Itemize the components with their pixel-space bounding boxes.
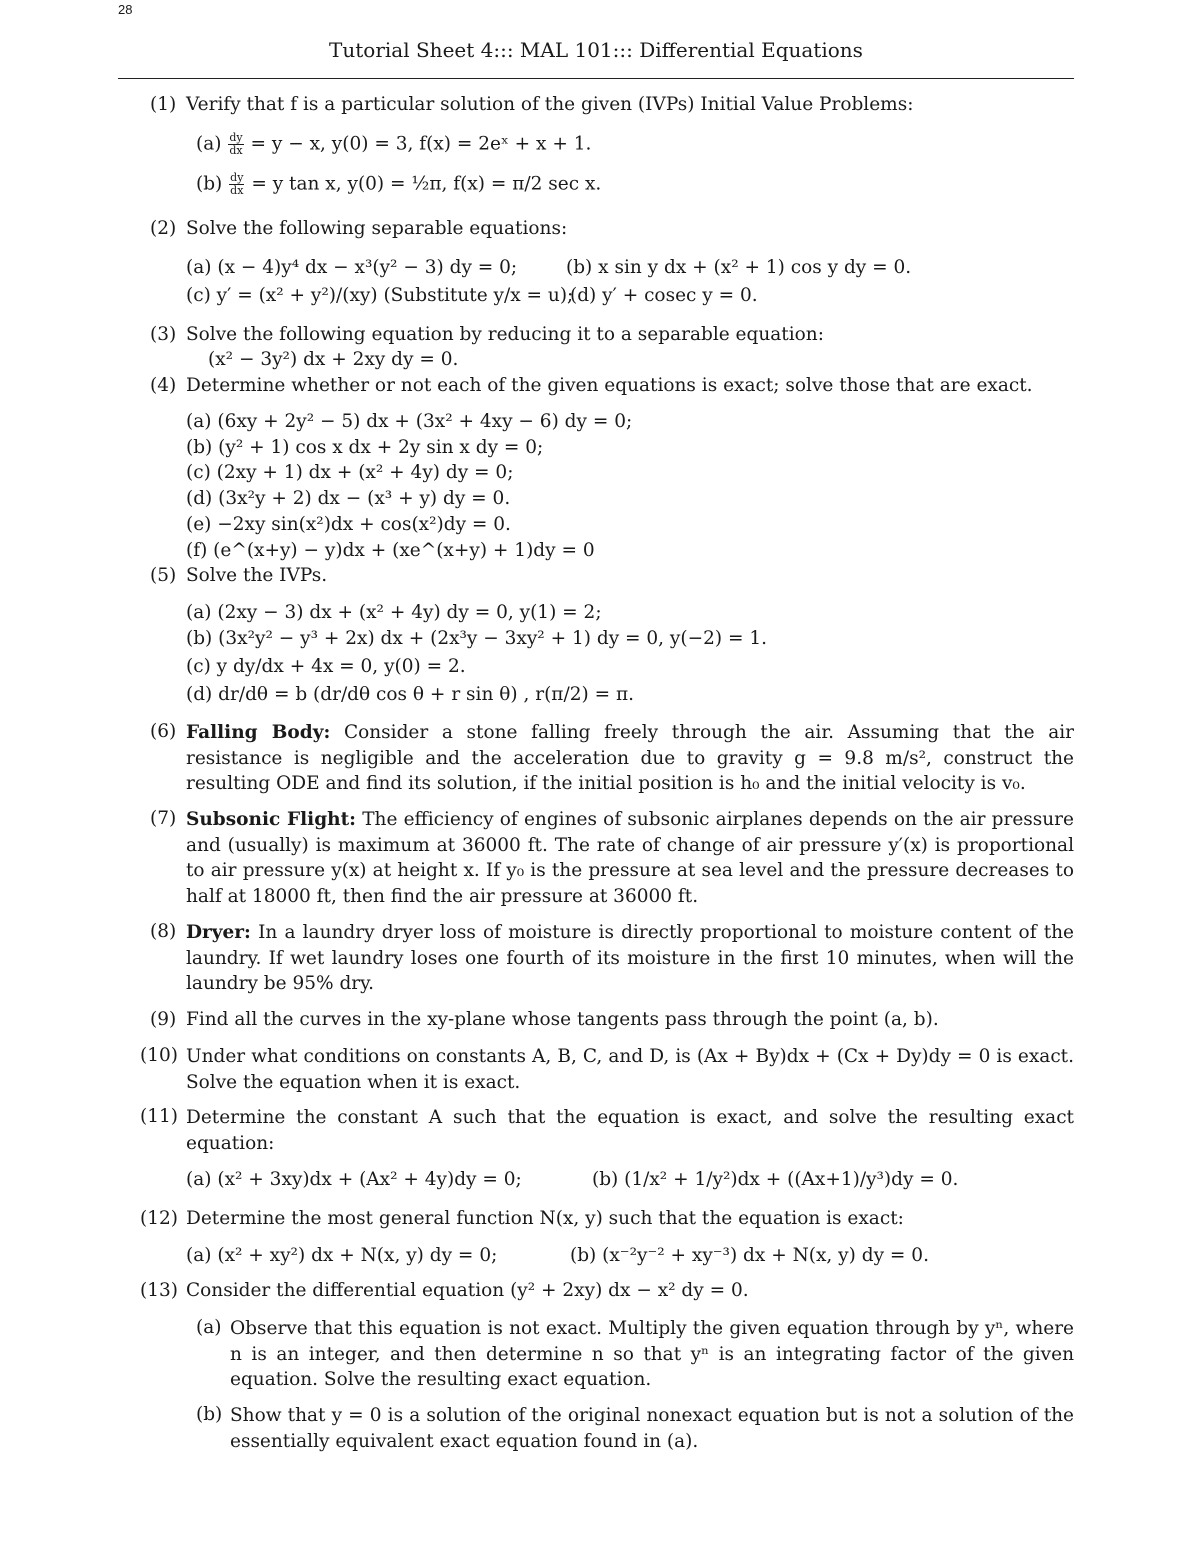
page-title: Tutorial Sheet 4::: MAL 101::: Differential Equations: [329, 38, 863, 62]
problem-text: Consider the differential equation (y² + 2xy) dx − x² dy = 0.: [186, 1280, 749, 1301]
part-label: (a): [196, 133, 222, 155]
problem-text: Find all the curves in the xy-plane whose tangents pass through the point (a, b).: [186, 1009, 939, 1030]
problem-number: (5): [150, 565, 177, 586]
problem-5-part-b: (b) (3x²y² − y³ + 2x) dx + (2x³y − 3xy² + 1) dy = 0, y(−2) = 1.: [186, 628, 768, 649]
problem-5-part-d: (d) dr/dθ = b (dr/dθ cos θ + r sin θ) , r(π/2) = π.: [186, 684, 634, 705]
problem-number: (13): [140, 1280, 178, 1301]
problem-11: [186, 1105, 1074, 1156]
problem-4-part-d: (d) (3x²y + 2) dx − (x³ + y) dy = 0.: [186, 488, 511, 509]
problem-number: (6): [150, 721, 177, 742]
problem-11-part-a: (a) (x² + 3xy)dx + (Ax² + 4y)dy = 0;: [186, 1169, 522, 1190]
problem-text: Determine the constant A such that the equation is exact, and solve the resulting exact equation:: [186, 1107, 1074, 1154]
page-number: 28: [118, 2, 133, 17]
problem-lead: Dryer:: [186, 922, 251, 943]
problem-13-part-b-label: (b): [196, 1404, 223, 1425]
derivative-fraction: $\frac{dy}{dx}$: [230, 171, 244, 197]
problem-4-part-a: (a) (6xy + 2y² − 5) dx + (3x² + 4xy − 6) dy = 0;: [186, 411, 633, 432]
problem-number: (7): [150, 808, 177, 829]
problem-text: Determine whether or not each of the given equations is exact; solve those that are exact.: [186, 375, 1033, 396]
title-divider: [118, 78, 1074, 79]
problem-text: Under what conditions on constants A, B, C, and D, is (Ax + By)dx + (Cx + Dy)dy = 0 is exact. Solve the equation when it is exact.: [186, 1046, 1074, 1093]
problem-13-part-a-label: (a): [196, 1317, 222, 1338]
problem-7: [186, 807, 1074, 909]
problem-number: (12): [140, 1208, 178, 1229]
problem-text: Solve the IVPs.: [186, 565, 328, 586]
problem-3-equation: (x² − 3y²) dx + 2xy dy = 0.: [208, 349, 459, 370]
problem-11-part-b: (b) (1/x² + 1/y²)dx + ((Ax+1)/y³)dy = 0.: [592, 1169, 959, 1190]
problem-6: [186, 720, 1074, 797]
problem-text: Determine the most general function N(x, y) such that the equation is exact:: [186, 1208, 904, 1229]
part-equation: = y tan x, y(0) = ½π, f(x) = π/2 sec x.: [251, 173, 602, 195]
problem-13-part-a: Observe that this equation is not exact. Multiply the given equation through by yⁿ, where n is an integer, and then determine n so that yⁿ is an integrating factor of the given equation. Solve the resulting exact equation.: [230, 1318, 1074, 1390]
problem-2-part-c: (c) y′ = (x² + y²)/(xy) (Substitute y/x = u);: [186, 285, 574, 306]
problem-lead: Falling Body:: [186, 722, 331, 743]
problem-1-part-b: [196, 172, 601, 197]
problem-2-part-d: (d) y′ + cosec y = 0.: [570, 285, 758, 306]
problem-text: Verify that f is a particular solution of the given (IVPs) Initial Value Problems:: [186, 94, 914, 115]
problem-number: (9): [150, 1009, 177, 1030]
problem-4-part-e: (e) −2xy sin(x²)dx + cos(x²)dy = 0.: [186, 514, 511, 535]
problem-text: Consider a stone falling freely through the air. Assuming that the air resistance is negligible and the acceleration due to gravity g = 9.8 m/s², construct the resulting ODE and find its solution, if the initial position is h₀ and the initial velocity is v₀.: [186, 722, 1074, 794]
problem-2-part-b: (b) x sin y dx + (x² + 1) cos y dy = 0.: [566, 257, 912, 278]
problem-number: (11): [140, 1106, 178, 1127]
problem-10: [186, 1044, 1074, 1095]
problem-12-part-a: (a) (x² + xy²) dx + N(x, y) dy = 0;: [186, 1245, 498, 1266]
problem-1-part-a: [196, 132, 591, 157]
problem-5-part-a: (a) (2xy − 3) dx + (x² + 4y) dy = 0, y(1) = 2;: [186, 602, 602, 623]
problem-lead: Subsonic Flight:: [186, 809, 356, 830]
problem-text: Solve the following separable equations:: [186, 218, 568, 239]
derivative-fraction: $\frac{dy}{dx}$: [229, 131, 243, 157]
problem-number: (10): [140, 1045, 178, 1066]
problem-4-part-b: (b) (y² + 1) cos x dx + 2y sin x dy = 0;: [186, 437, 544, 458]
problem-text: In a laundry dryer loss of moisture is directly proportional to moisture content of the laundry. If wet laundry loses one fourth of its moisture in the first 10 minutes, when will the laundry be 95% dry.: [186, 922, 1074, 994]
part-equation: = y − x, y(0) = 3, f(x) = 2eˣ + x + 1.: [250, 133, 592, 155]
problem-5-part-c: (c) y dy/dx + 4x = 0, y(0) = 2.: [186, 656, 466, 677]
part-label: (b): [196, 173, 223, 195]
problem-4-part-f: (f) (e^(x+y) − y)dx + (xe^(x+y) + 1)dy = 0: [186, 540, 595, 561]
problem-text: Solve the following equation by reducing it to a separable equation:: [186, 324, 824, 345]
problem-8: [186, 920, 1074, 997]
problem-2-part-a: (a) (x − 4)y⁴ dx − x³(y² − 3) dy = 0;: [186, 257, 518, 278]
problem-13-part-b: Show that y = 0 is a solution of the original nonexact equation but is not a solution of the essentially equivalent exact equation found in (a).: [230, 1405, 1074, 1452]
problem-text: The efficiency of engines of subsonic airplanes depends on the air pressure and (usually) is maximum at 36000 ft. The rate of change of air pressure y′(x) is proportional to air pressure y(x) at height x. If y₀ is the pressure at sea level and the pressure decreases to half at 18000 ft, then find the air pressure at 36000 ft.: [186, 809, 1074, 907]
problem-4-part-c: (c) (2xy + 1) dx + (x² + 4y) dy = 0;: [186, 462, 514, 483]
problem-number: (8): [150, 921, 177, 942]
problem-number: (1): [150, 94, 177, 115]
problem-number: (3): [150, 324, 177, 345]
problem-number: (4): [150, 375, 177, 396]
problem-number: (2): [150, 218, 177, 239]
problem-12-part-b: (b) (x⁻²y⁻² + xy⁻³) dx + N(x, y) dy = 0.: [570, 1245, 929, 1266]
